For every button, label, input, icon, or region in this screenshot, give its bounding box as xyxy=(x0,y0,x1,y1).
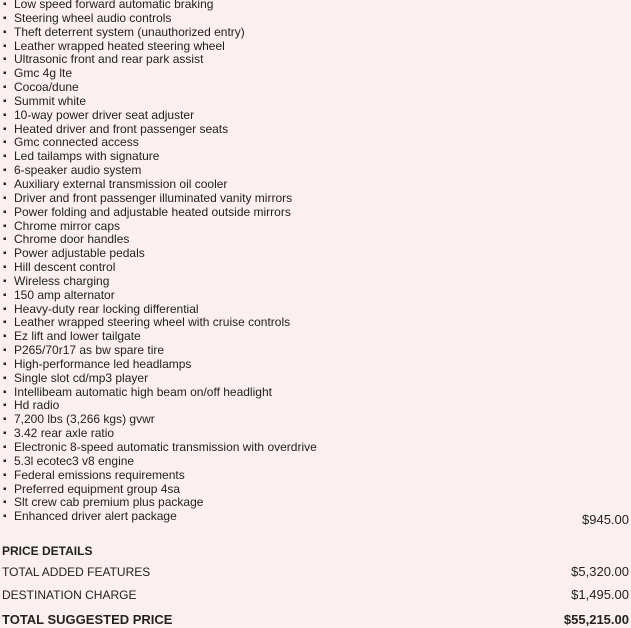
bullet-icon: ▪ xyxy=(3,165,7,177)
list-item xyxy=(3,386,631,400)
bullet-icon: ▪ xyxy=(3,151,7,163)
list-item xyxy=(3,509,631,528)
list-item xyxy=(3,289,631,303)
feature-label: 150 amp alternator xyxy=(14,287,115,302)
feature-label: High-performance led headlamps xyxy=(14,356,192,371)
feature-label: Power adjustable pedals xyxy=(14,246,145,261)
feature-label: Summit white xyxy=(14,93,87,108)
feature-label: 7,200 lbs (3,266 kgs) gvwr xyxy=(14,412,155,427)
bullet-icon: ▪ xyxy=(3,345,7,357)
feature-label: P265/70r17 as bw spare tire xyxy=(14,343,165,358)
bullet-icon: ▪ xyxy=(3,40,7,52)
feature-label: Wireless charging xyxy=(14,273,110,288)
list-item xyxy=(3,427,631,441)
feature-label: Enhanced driver alert package xyxy=(14,509,177,524)
destination-charge-label: DESTINATION CHARGE xyxy=(2,588,137,602)
destination-charge-row xyxy=(2,587,629,611)
feature-label: Gmc 4g lte xyxy=(14,66,73,81)
bullet-icon: ▪ xyxy=(3,275,7,287)
list-item xyxy=(3,123,631,137)
bullet-icon: ▪ xyxy=(3,358,7,370)
list-item xyxy=(3,372,631,386)
bullet-icon: ▪ xyxy=(3,178,7,190)
feature-label: 10-way power driver seat adjuster xyxy=(14,107,195,122)
list-item xyxy=(3,53,631,67)
bullet-icon: ▪ xyxy=(3,455,7,467)
total-suggested-price-row xyxy=(2,612,629,627)
list-item xyxy=(3,164,631,178)
feature-label: Intellibeam automatic high beam on/off headlight xyxy=(14,384,272,399)
bullet-icon: ▪ xyxy=(3,303,7,315)
feature-label: Slt crew cab premium plus package xyxy=(14,495,204,510)
bullet-icon: ▪ xyxy=(3,248,7,260)
list-item xyxy=(3,178,631,192)
list-item xyxy=(3,150,631,164)
bullet-icon: ▪ xyxy=(3,0,7,10)
feature-label: Steering wheel audio controls xyxy=(14,10,172,25)
feature-label: Federal emissions requirements xyxy=(14,467,185,482)
feature-label: 5.3l ecotec3 v8 engine xyxy=(14,453,135,468)
list-item xyxy=(3,496,631,510)
bullet-icon: ▪ xyxy=(3,386,7,398)
bullet-icon: ▪ xyxy=(3,469,7,481)
feature-label: Ez lift and lower tailgate xyxy=(14,329,141,344)
bullet-icon: ▪ xyxy=(3,483,7,495)
list-item xyxy=(3,12,631,26)
list-item xyxy=(3,40,631,54)
list-item xyxy=(3,109,631,123)
list-item xyxy=(3,233,631,247)
bullet-icon: ▪ xyxy=(3,331,7,343)
bullet-icon: ▪ xyxy=(3,497,7,509)
list-item xyxy=(3,399,631,413)
feature-label: Led tailamps with signature xyxy=(14,149,160,164)
total-suggested-price-value: $55,215.00 xyxy=(563,612,629,627)
feature-label: Ultrasonic front and rear park assist xyxy=(14,52,204,67)
feature-label: Electronic 8-speed automatic transmission with overdrive xyxy=(14,440,317,454)
price-details-section xyxy=(2,538,629,627)
list-item xyxy=(3,261,631,275)
feature-label: Chrome mirror caps xyxy=(14,218,121,233)
list-item xyxy=(3,441,631,455)
bullet-icon: ▪ xyxy=(3,289,7,301)
list-item xyxy=(3,220,631,234)
feature-label: Chrome door handles xyxy=(14,232,130,247)
list-item xyxy=(3,483,631,497)
feature-label: Single slot cd/mp3 player xyxy=(14,370,149,385)
list-item xyxy=(3,455,631,469)
bullet-icon: ▪ xyxy=(3,511,7,523)
bullet-icon: ▪ xyxy=(3,206,7,218)
bullet-icon: ▪ xyxy=(3,26,7,38)
bullet-icon: ▪ xyxy=(3,54,7,66)
list-item xyxy=(3,303,631,317)
bullet-icon: ▪ xyxy=(3,82,7,94)
total-added-features-label: TOTAL ADDED FEATURES xyxy=(2,565,151,579)
total-added-features-value: $5,320.00 xyxy=(571,564,629,579)
list-item xyxy=(3,413,631,427)
feature-list xyxy=(3,0,631,528)
feature-label: Gmc connected access xyxy=(14,135,139,150)
total-suggested-price-label: TOTAL SUGGESTED PRICE xyxy=(2,612,173,627)
feature-label: Auxiliary external transmission oil cooler xyxy=(14,176,228,191)
feature-label: Leather wrapped heated steering wheel xyxy=(14,38,225,53)
feature-label: Hill descent control xyxy=(14,260,116,275)
destination-charge-value: $1,495.00 xyxy=(571,587,629,602)
feature-label: Cocoa/dune xyxy=(14,80,79,95)
bullet-icon: ▪ xyxy=(3,234,7,246)
feature-label: Hd radio xyxy=(14,398,60,413)
bullet-icon: ▪ xyxy=(3,400,7,412)
list-item xyxy=(3,95,631,109)
feature-label: Power folding and adjustable heated outside mirrors xyxy=(14,204,291,219)
price-details-heading: PRICE DETAILS xyxy=(2,544,93,558)
bullet-icon: ▪ xyxy=(3,12,7,24)
total-added-features-row xyxy=(2,564,629,585)
feature-label: 6-speaker audio system xyxy=(14,163,142,178)
bullet-icon: ▪ xyxy=(3,414,7,426)
list-item xyxy=(3,358,631,372)
bullet-icon: ▪ xyxy=(3,192,7,204)
bullet-icon: ▪ xyxy=(3,428,7,440)
bullet-icon: ▪ xyxy=(3,442,7,453)
bullet-icon: ▪ xyxy=(3,95,7,107)
list-item xyxy=(3,67,631,81)
feature-label: Driver and front passenger illuminated vanity mirrors xyxy=(14,190,293,205)
list-item xyxy=(3,192,631,206)
bullet-icon: ▪ xyxy=(3,109,7,121)
list-item xyxy=(3,206,631,220)
feature-price: $945.00 xyxy=(582,512,629,528)
bullet-icon: ▪ xyxy=(3,137,7,149)
list-item xyxy=(3,136,631,150)
feature-label: 3.42 rear axle ratio xyxy=(14,426,115,441)
feature-label: Theft deterrent system (unauthorized entry) xyxy=(14,24,245,39)
bullet-icon: ▪ xyxy=(3,262,7,274)
feature-label: Leather wrapped steering wheel with cruise controls xyxy=(14,315,291,330)
list-item xyxy=(3,330,631,344)
list-item xyxy=(3,344,631,358)
list-item xyxy=(3,316,631,330)
bullet-icon: ▪ xyxy=(3,123,7,135)
list-item xyxy=(3,275,631,289)
feature-label: Heated driver and front passenger seats xyxy=(14,121,229,136)
list-item xyxy=(3,26,631,40)
feature-label: Low speed forward automatic braking xyxy=(14,0,214,11)
list-item xyxy=(3,469,631,483)
bullet-icon: ▪ xyxy=(3,317,7,329)
bullet-icon: ▪ xyxy=(3,220,7,232)
feature-label: Heavy-duty rear locking differential xyxy=(14,301,199,316)
bullet-icon: ▪ xyxy=(3,68,7,80)
bullet-icon: ▪ xyxy=(3,372,7,384)
list-item xyxy=(3,81,631,95)
list-item xyxy=(3,247,631,261)
feature-label: Preferred equipment group 4sa xyxy=(14,481,181,496)
